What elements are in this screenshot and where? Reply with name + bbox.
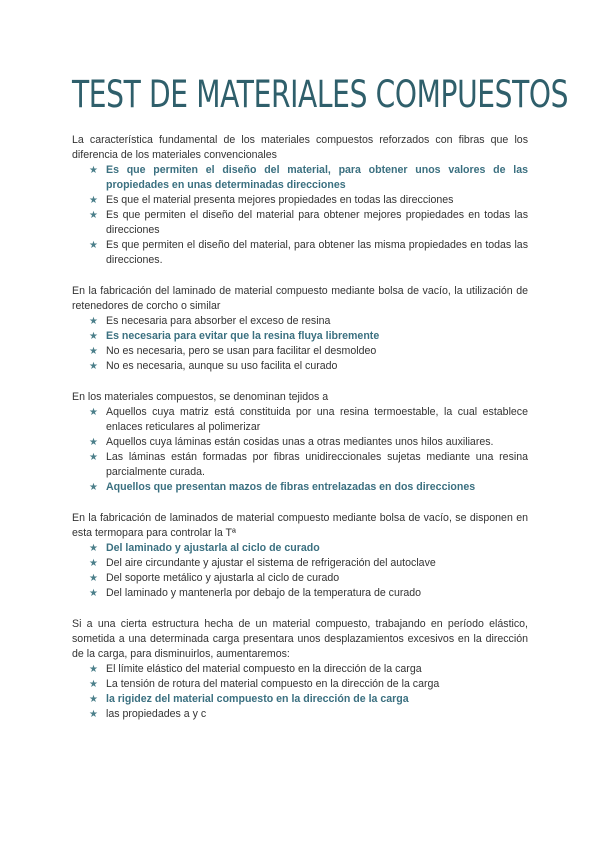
answer-options: [72, 541, 528, 601]
answer-option: [88, 571, 528, 586]
answer-option-text: Es necesaria para evitar que la resina fluya libremente: [106, 330, 380, 342]
answer-option: [88, 344, 528, 359]
answer-option: [88, 677, 528, 692]
answer-options: [72, 662, 528, 722]
question-text: La característica fundamental de los materiales compuestos reforzados con fibras que los diferencia de los materiales convencionales: [72, 134, 528, 161]
question-1: [72, 133, 528, 268]
star-icon: ★: [89, 543, 98, 554]
answer-option-text: Es necesaria para absorber el exceso de resina: [106, 315, 331, 327]
page-title: TEST DE MATERIALES COMPUESTOS: [72, 73, 569, 116]
star-icon: ★: [89, 694, 98, 705]
answer-option-text: Aquellos cuya matriz está constituida por una resina termoestable, la cual establece enlaces reticulares al polimerizar: [106, 406, 528, 433]
answer-option-text: Aquellos que presentan mazos de fibras entrelazadas en dos direcciones: [106, 481, 476, 493]
star-icon: ★: [89, 407, 98, 418]
answer-option-text: Del soporte metálico y ajustarla al ciclo de curado: [106, 572, 340, 584]
answer-option-text: No es necesaria, aunque su uso facilita el curado: [106, 360, 338, 372]
star-icon: ★: [89, 664, 98, 675]
star-icon: ★: [89, 210, 98, 221]
question-5: [72, 617, 528, 722]
answer-option-correct: [88, 541, 528, 556]
question-text: En la fabricación de laminados de material compuesto mediante bolsa de vacío, se disponen en esta termopara para controlar la Tª: [72, 512, 528, 539]
answer-option-text: Es que el material presenta mejores propiedades en todas las direcciones: [106, 194, 454, 206]
answer-option-correct: [88, 480, 528, 495]
answer-option-text: Del aire circundante y ajustar el sistema de refrigeración del autoclave: [106, 557, 436, 569]
answer-option-correct: [88, 163, 528, 193]
star-icon: ★: [89, 346, 98, 357]
answer-option-text: Aquellos cuya láminas están cosidas unas a otras mediantes unos hilos auxiliares.: [106, 436, 494, 448]
question-list: [72, 133, 528, 738]
star-icon: ★: [89, 709, 98, 720]
answer-option: [88, 586, 528, 601]
answer-option-correct: [88, 692, 528, 707]
question-4: [72, 511, 528, 601]
answer-options: [72, 405, 528, 495]
star-icon: ★: [89, 195, 98, 206]
question-text: En los materiales compuestos, se denominan tejidos a: [72, 391, 329, 403]
star-icon: ★: [89, 558, 98, 569]
star-icon: ★: [89, 482, 98, 493]
answer-option-text: No es necesaria, pero se usan para facilitar el desmoldeo: [106, 345, 377, 357]
star-icon: ★: [89, 316, 98, 327]
answer-option: [88, 662, 528, 677]
answer-option: [88, 405, 528, 435]
star-icon: ★: [89, 361, 98, 372]
answer-option-text: Del laminado y mantenerla por debajo de la temperatura de curado: [106, 587, 422, 599]
answer-option: [88, 193, 528, 208]
star-icon: ★: [89, 573, 98, 584]
question-text: Si a una cierta estructura hecha de un material compuesto, trabajando en período elástico, sometida a una determinada carga presentara unos desplazamientos excesivos en la dirección de la carga, para disminuirlos, aumentaremos:: [72, 618, 528, 660]
star-icon: ★: [89, 437, 98, 448]
answer-option: [88, 208, 528, 238]
star-icon: ★: [89, 679, 98, 690]
answer-options: [72, 314, 528, 374]
answer-option: [88, 707, 528, 722]
question-2: [72, 284, 528, 374]
answer-option: [88, 314, 528, 329]
star-icon: ★: [89, 331, 98, 342]
question-text: En la fabricación del laminado de material compuesto mediante bolsa de vacío, la utilización de retenedores de corcho o similar: [72, 285, 528, 312]
star-icon: ★: [89, 240, 98, 251]
answer-option: [88, 450, 528, 480]
answer-option: [88, 435, 528, 450]
question-3: [72, 390, 528, 495]
answer-option-text: Las láminas están formadas por fibras unidireccionales sujetas mediante una resina parcialmente curada.: [106, 451, 528, 478]
star-icon: ★: [89, 452, 98, 463]
answer-option-text: El límite elástico del material compuesto en la dirección de la carga: [106, 663, 422, 675]
star-icon: ★: [89, 588, 98, 599]
answer-option-text: Es que permiten el diseño del material, para obtener unos valores de las propiedades en unas determinadas direcciones: [106, 164, 528, 191]
answer-option-text: la rigidez del material compuesto en la dirección de la carga: [106, 693, 409, 705]
answer-option-text: La tensión de rotura del material compuesto en la dirección de la carga: [106, 678, 440, 690]
answer-options: [72, 163, 528, 268]
star-icon: ★: [89, 165, 98, 176]
answer-option-text: Es que permiten el diseño del material para obtener mejores propiedades en todas las direcciones: [106, 209, 528, 236]
answer-option-text: Del laminado y ajustarla al ciclo de curado: [106, 542, 320, 554]
answer-option-text: las propiedades a y c: [106, 708, 207, 720]
answer-option-correct: [88, 329, 528, 344]
answer-option: [88, 359, 528, 374]
answer-option: [88, 238, 528, 268]
answer-option-text: Es que permiten el diseño del material, para obtener las misma propiedades en todas las direcciones.: [106, 239, 528, 266]
answer-option: [88, 556, 528, 571]
